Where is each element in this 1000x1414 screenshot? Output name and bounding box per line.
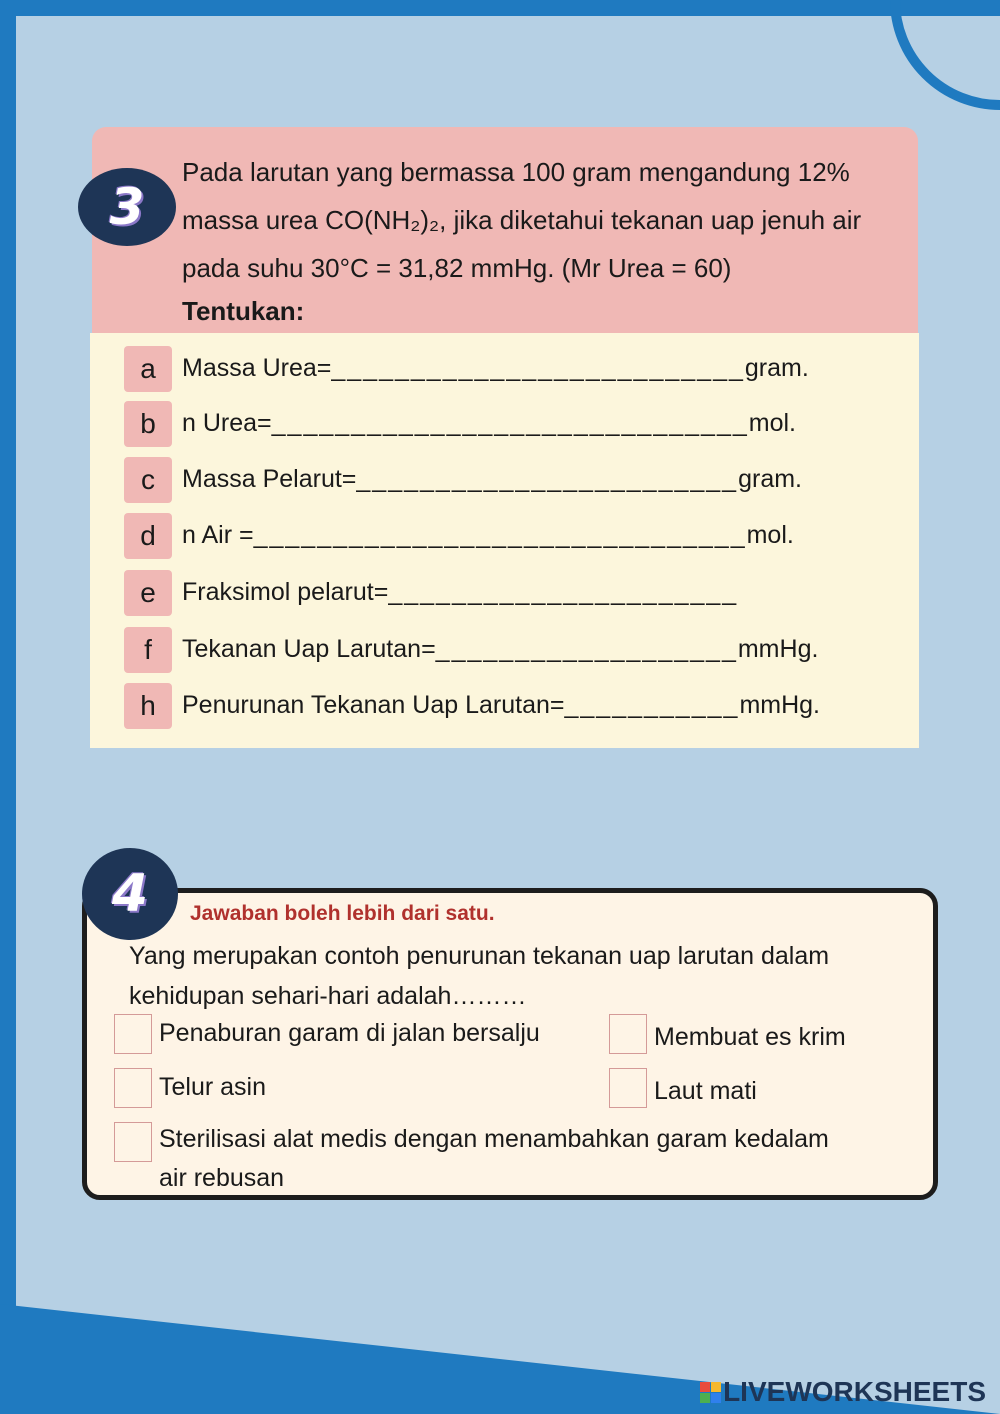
- item-unit: mmHg.: [737, 635, 819, 663]
- item-unit: mol.: [748, 409, 796, 437]
- item-unit: mmHg.: [739, 691, 820, 719]
- answer-line: [182, 521, 794, 550]
- answer-line: [182, 354, 809, 383]
- question4-note: Jawaban boleh lebih dari satu.: [190, 902, 495, 925]
- frame-top-border: [10, 0, 1000, 16]
- item-letter-badge: h: [124, 683, 172, 729]
- answer-line: [182, 691, 820, 720]
- answer-item-h: [124, 683, 904, 731]
- answer-blank[interactable]: _______________________________: [253, 521, 747, 549]
- frame-left-border: [0, 0, 16, 1414]
- item-label: Tekanan Uap Larutan=: [182, 635, 436, 663]
- answer-line: [182, 635, 818, 664]
- answer-item-a: [124, 346, 904, 394]
- question4-text-line: kehidupan sehari-hari adalah………: [129, 982, 527, 1010]
- answer-item-e: [124, 570, 904, 618]
- question3-text-line: massa urea CO(NH₂)₂, jika diketahui tekanan uap jenuh air: [182, 205, 862, 235]
- answer-item-d: [124, 513, 904, 561]
- answer-item-f: [124, 627, 904, 675]
- option-label: Laut mati: [654, 1077, 757, 1105]
- item-letter-badge: f: [124, 627, 172, 673]
- item-label: Massa Urea=: [182, 354, 332, 382]
- item-unit: gram.: [738, 465, 802, 493]
- question3-instruction: Tentukan:: [182, 296, 305, 326]
- answer-blank[interactable]: ___________: [564, 691, 740, 719]
- option-label-continuation: air rebusan: [159, 1164, 285, 1192]
- item-letter-badge: e: [124, 570, 172, 616]
- question3-text: [182, 148, 902, 292]
- answer-item-c: [124, 457, 904, 505]
- item-letter-badge: b: [124, 401, 172, 447]
- answer-blank[interactable]: __________________________: [331, 354, 745, 382]
- question4-text: [129, 936, 919, 1016]
- answer-blank[interactable]: ___________________: [435, 635, 738, 663]
- option-checkbox[interactable]: [609, 1014, 647, 1054]
- item-unit: gram.: [744, 354, 809, 382]
- answer-line: [182, 465, 802, 494]
- question4-number-badge: 4: [82, 848, 178, 940]
- answer-blank[interactable]: ______________________: [388, 578, 739, 606]
- liveworksheets-logo: [700, 1376, 986, 1408]
- item-label: Massa Pelarut=: [182, 465, 357, 493]
- question3-number-badge: 3: [78, 168, 176, 246]
- answer-blank[interactable]: ______________________________: [271, 409, 749, 437]
- answer-item-b: [124, 401, 904, 449]
- item-label: n Air =: [182, 521, 254, 549]
- option-checkbox[interactable]: [114, 1068, 152, 1108]
- frame-corner-arc: [890, 0, 1000, 110]
- logo-grid-icon: [700, 1382, 721, 1403]
- option-label: Telur asin: [159, 1073, 266, 1101]
- answer-blank[interactable]: ________________________: [356, 465, 739, 493]
- item-label: Penurunan Tekanan Uap Larutan=: [182, 691, 565, 719]
- item-unit: mol.: [746, 521, 794, 549]
- option-label: Membuat es krim: [654, 1023, 846, 1051]
- option-checkbox[interactable]: [609, 1068, 647, 1108]
- item-label: n Urea=: [182, 409, 272, 437]
- item-letter-badge: a: [124, 346, 172, 392]
- answer-line: [182, 409, 796, 438]
- option-label: Penaburan garam di jalan bersalju: [159, 1019, 540, 1047]
- item-label: Fraksimol pelarut=: [182, 578, 389, 606]
- question3-text-line: pada suhu 30°C = 31,82 mmHg. (Mr Urea = 60): [182, 253, 732, 283]
- option-checkbox[interactable]: [114, 1122, 152, 1162]
- logo-text: LIVEWORKSHEETS: [723, 1376, 986, 1407]
- question3-text-line: Pada larutan yang bermassa 100 gram mengandung 12%: [182, 157, 850, 187]
- item-letter-badge: d: [124, 513, 172, 559]
- question4-text-line: Yang merupakan contoh penurunan tekanan uap larutan dalam: [129, 942, 830, 970]
- item-letter-badge: c: [124, 457, 172, 503]
- option-label: Sterilisasi alat medis dengan menambahkan garam kedalam: [159, 1125, 829, 1153]
- option-checkbox[interactable]: [114, 1014, 152, 1054]
- answer-line: [182, 578, 738, 607]
